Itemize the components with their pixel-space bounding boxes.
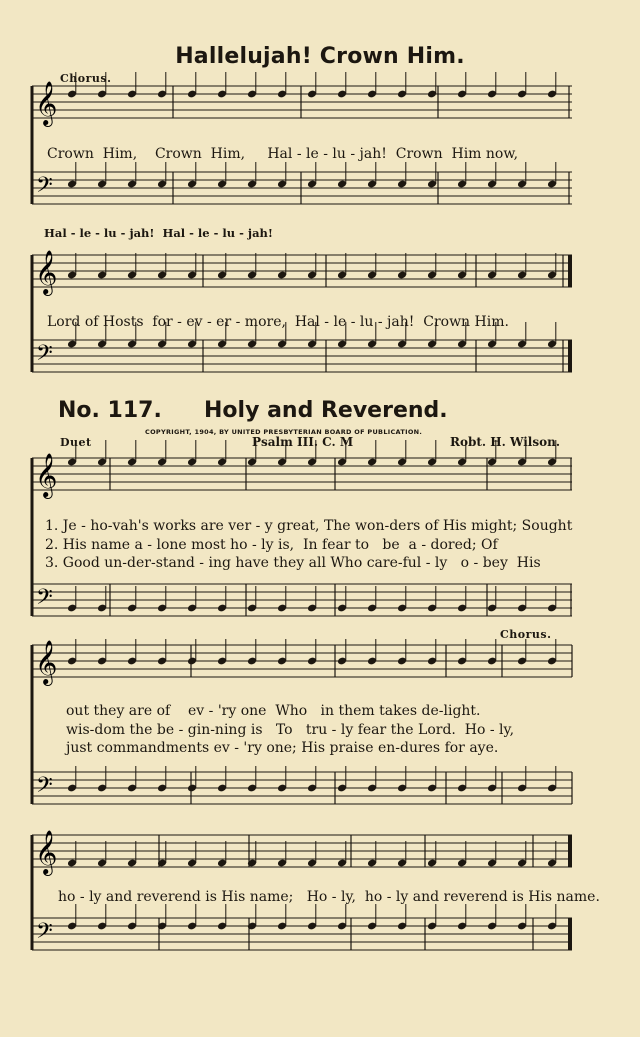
treble-clef-icon: 𝄞: [35, 453, 58, 497]
chorus-lyric-117: ho - ly and reverend is His name; Ho - ly, ho - ly and reverend is His name.: [58, 889, 600, 905]
author-label: Robt. H. Wilson.: [450, 435, 561, 449]
treble-clef-icon: 𝄞: [35, 81, 58, 125]
chorus-label-top: Chorus.: [60, 72, 112, 85]
bass-clef-icon: 𝄢: [36, 585, 53, 615]
hymn-title-top: Hallelujah! Crown Him.: [175, 44, 465, 69]
treble-clef-icon: 𝄞: [35, 830, 58, 874]
final-bar: [568, 255, 572, 287]
verse1-line1: 1. Je - ho-vah's works are ver - y great, The won-ders of His might; Sought: [45, 518, 573, 534]
chorus-label-117: Chorus.: [500, 628, 552, 641]
bass-clef-icon: 𝄢: [36, 919, 53, 949]
copyright-notice: COPYRIGHT, 1904, BY UNITED PRESBYTERIAN BOARD OF PUBLICATION.: [145, 428, 423, 436]
duet-label: Duet: [60, 436, 92, 449]
verse2-line2: wis-dom the be - gin-ning is To tru - ly fear the Lord. Ho - ly,: [66, 722, 515, 738]
bass-clef-icon: 𝄢: [36, 773, 53, 803]
hymn-title-117: Holy and Reverend.: [204, 398, 448, 423]
hymn-number: No. 117.: [58, 398, 162, 423]
lyric-line-top-2: Lord of Hosts for - ev - er - more, Hal - le - lu - jah! Crown Him.: [47, 314, 509, 330]
verse2-line1: 2. His name a - lone most ho - ly is, In fear to be a - dored; Of: [45, 537, 498, 553]
treble-clef-icon: 𝄞: [35, 250, 58, 294]
bass-clef-icon: 𝄢: [36, 341, 53, 371]
final-bar: [568, 918, 572, 950]
bass-lyric-top: Hal - le - lu - jah! Hal - le - lu - jah!: [44, 226, 273, 240]
meter-label: Psalm III. C. M: [252, 435, 354, 449]
verse1-line2: out they are of ev - 'ry one Who in them takes de-light.: [66, 703, 481, 719]
bass-clef-icon: 𝄢: [36, 173, 53, 203]
verse3-line2: just commandments ev - 'ry one; His praise en-dures for aye.: [66, 740, 499, 756]
final-bar: [568, 340, 572, 372]
final-bar: [568, 835, 572, 867]
treble-clef-icon: 𝄞: [35, 640, 58, 684]
verse3-line1: 3. Good un-der-stand - ing have they all Who care-ful - ly o - bey His: [45, 555, 541, 571]
lyric-line-top-1: Crown Him, Crown Him, Hal - le - lu - jah! Crown Him now,: [47, 146, 519, 162]
